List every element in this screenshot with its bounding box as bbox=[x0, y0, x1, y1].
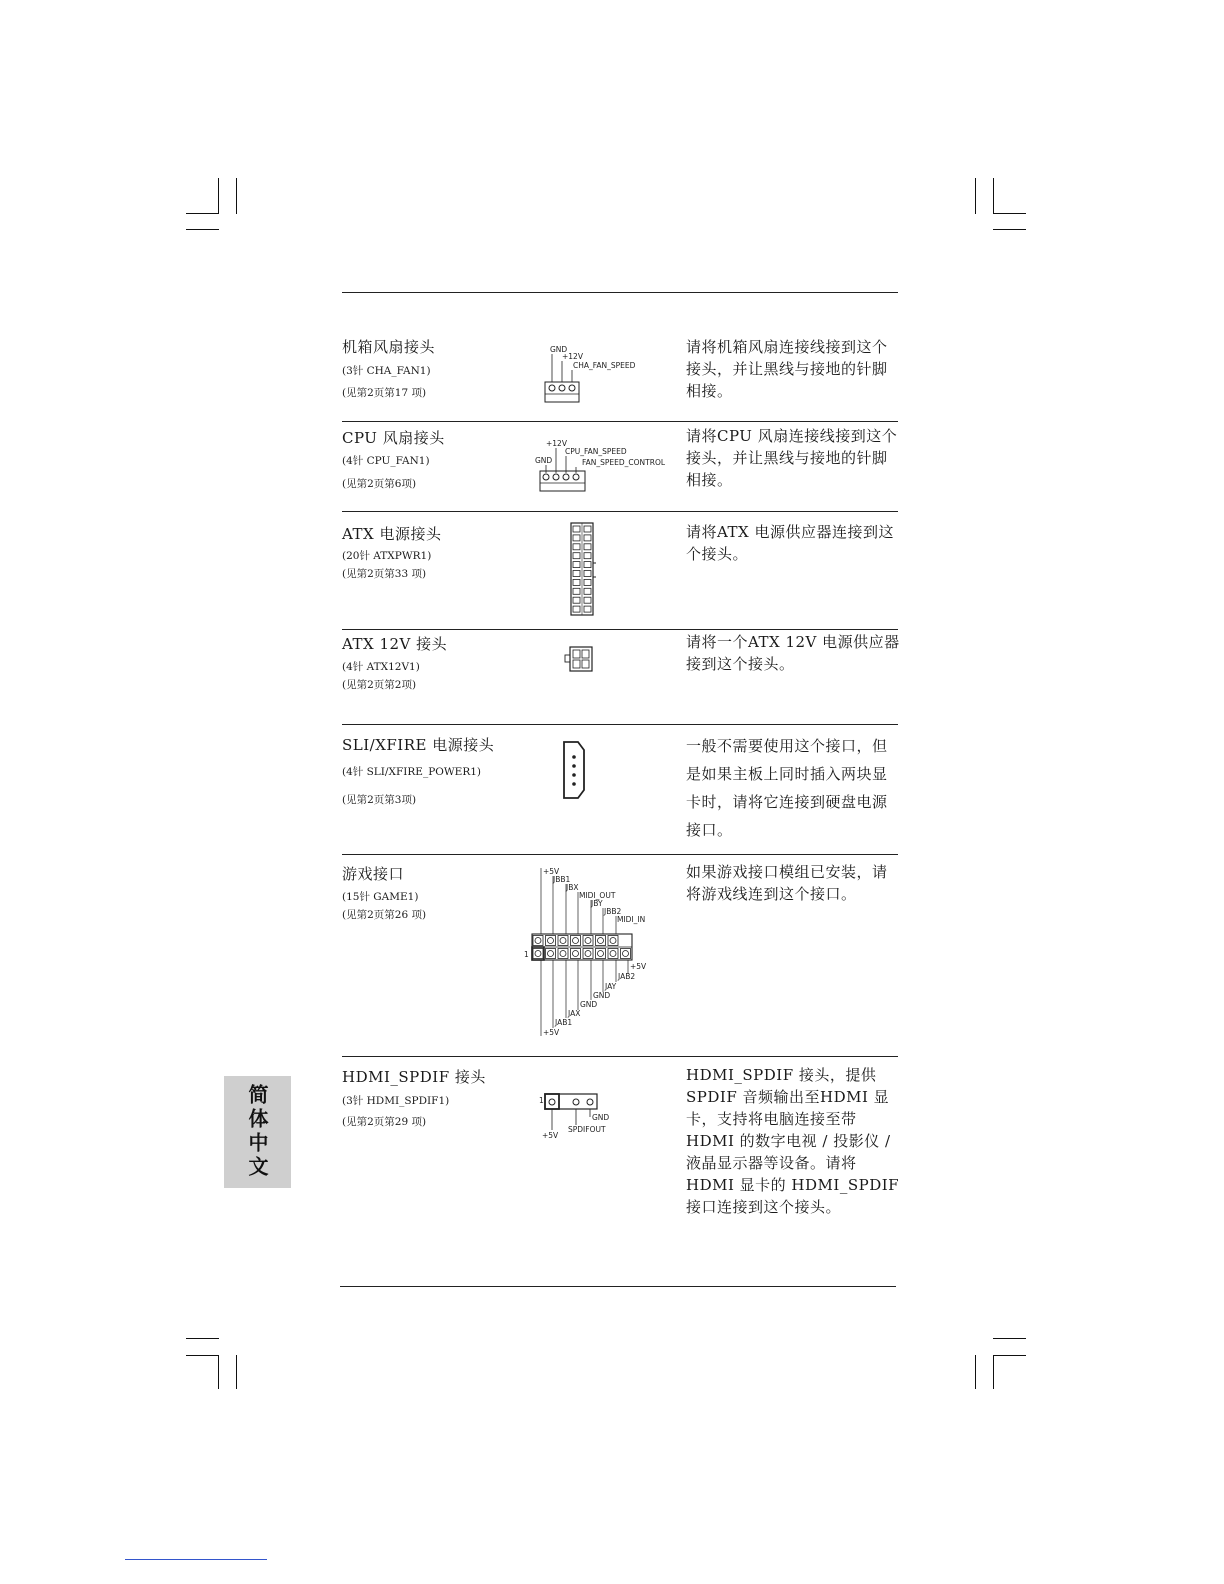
diagram-label: +5V bbox=[630, 962, 647, 971]
row-page-ref: (见第2页第26 项) bbox=[342, 909, 427, 921]
atx-pin bbox=[573, 562, 580, 568]
game-pin bbox=[546, 936, 556, 946]
diagram-label: 1 bbox=[539, 1096, 544, 1105]
diagram-label: +12V bbox=[546, 439, 567, 448]
game-pin bbox=[533, 936, 543, 946]
row-divider bbox=[342, 1056, 898, 1057]
row-description: 如果游戏接口模组已安装，请将游戏线连到这个接口。 bbox=[686, 863, 888, 903]
game-pin-hole bbox=[598, 938, 604, 944]
row-description: HDMI_SPDIF 接头，提供SPDIF 音频输出至HDMI 显卡，支持将电脑连接至带 HDMI 的数字电视 / 投影仪 / 液晶显示器等设备。请将HDMI 显卡的 HDMI_SPDIF 接口连接到这个接头。 bbox=[686, 1066, 900, 1216]
diagram-label: +12V bbox=[562, 352, 583, 361]
row-page-ref: (见第2页第29 项) bbox=[342, 1116, 427, 1128]
crop-mark bbox=[993, 1338, 1026, 1339]
crop-mark bbox=[236, 178, 237, 214]
game-pin bbox=[596, 936, 606, 946]
diagram-label: JAY bbox=[605, 982, 617, 991]
diagram-label: JAB2 bbox=[618, 972, 636, 981]
diagram-label: JBB2 bbox=[604, 907, 622, 916]
row-title: ATX 电源接头 bbox=[342, 525, 442, 543]
game-pin-hole bbox=[610, 951, 616, 957]
atx-pin bbox=[573, 579, 580, 585]
crop-mark bbox=[993, 1355, 994, 1389]
diagram-label: GND bbox=[535, 456, 553, 465]
row-title: CPU 风扇接头 bbox=[342, 429, 445, 447]
atx-power-diagram bbox=[568, 521, 602, 617]
row-pin-info: (4针 ATX12V1) bbox=[342, 661, 420, 673]
crop-mark bbox=[975, 178, 976, 214]
atx-pin bbox=[584, 526, 591, 532]
diagram-label: JBY bbox=[591, 899, 603, 908]
atx-pin bbox=[573, 535, 580, 541]
crop-mark bbox=[186, 213, 219, 214]
connector-row-cha-fan bbox=[342, 330, 898, 420]
atx-pin bbox=[584, 562, 591, 568]
game-pin bbox=[608, 949, 618, 959]
game-pin bbox=[571, 949, 581, 959]
row-description: 请将机箱风扇连接线接到这个接头，并让黑线与接地的针脚相接。 bbox=[686, 338, 888, 400]
row-pin-info: (3针 HDMI_SPDIF1) bbox=[342, 1095, 450, 1107]
diagram-label: JBX bbox=[566, 883, 579, 892]
game-pin bbox=[583, 936, 593, 946]
game-pin-hole bbox=[573, 938, 579, 944]
connector-row-hdmi-spdif bbox=[342, 1056, 898, 1226]
connector-row-atx-power bbox=[342, 511, 898, 629]
atx-pin bbox=[573, 526, 580, 532]
row-description: 请将CPU 风扇连接线接到这个接头，并让黑线与接地的针脚相接。 bbox=[686, 427, 898, 489]
language-label: 简体中文 bbox=[245, 1084, 269, 1180]
atx-pin bbox=[584, 597, 591, 603]
row-pin-info: (4针 CPU_FAN1) bbox=[342, 455, 430, 467]
row-pin-info: (20针 ATXPWR1) bbox=[342, 550, 432, 562]
sli-xfire-diagram bbox=[560, 740, 590, 802]
header-rule bbox=[342, 292, 898, 293]
row-divider bbox=[342, 421, 898, 422]
game-pin-hole bbox=[585, 951, 591, 957]
diagram-label: GND bbox=[550, 345, 568, 354]
crop-mark bbox=[993, 1355, 1026, 1356]
game-pin-hole bbox=[535, 951, 541, 957]
row-page-ref: (见第2页第33 项) bbox=[342, 568, 427, 580]
diagram-label: GND bbox=[593, 991, 611, 1000]
crop-mark bbox=[236, 1355, 237, 1389]
crop-mark bbox=[218, 178, 219, 214]
game-pin-hole bbox=[535, 938, 541, 944]
cha-fan-diagram bbox=[542, 342, 652, 404]
diagram-label: CHA_FAN_SPEED bbox=[573, 361, 636, 370]
row-description: 一般不需要使用这个接口，但是如果主板上同时插入两块显卡时，请将它连接到硬盘电源接口。 bbox=[686, 737, 888, 839]
atx-pin bbox=[584, 571, 591, 577]
row-title: HDMI_SPDIF 接头 bbox=[342, 1068, 486, 1086]
row-page-ref: (见第2页第2项) bbox=[342, 679, 417, 691]
row-title: 游戏接口 bbox=[342, 865, 405, 883]
diagram-label: SPDIFOUT bbox=[568, 1125, 606, 1134]
connector-row-game-port bbox=[342, 854, 898, 1056]
row-page-ref: (见第2页第3项) bbox=[342, 794, 417, 806]
atx-pin bbox=[584, 588, 591, 594]
game-pin bbox=[571, 936, 581, 946]
row-page-ref: (见第2页第17 项) bbox=[342, 387, 427, 399]
game-pin-hole bbox=[573, 951, 579, 957]
atx12v-diagram bbox=[562, 641, 596, 675]
diagram-label: GND bbox=[580, 1000, 598, 1009]
game-pin bbox=[621, 949, 631, 959]
diagram-label: MIDI_OUT bbox=[579, 891, 616, 900]
connector-row-cpu-fan bbox=[342, 421, 898, 511]
diagram-label: JAX bbox=[568, 1009, 581, 1018]
game-port-diagram bbox=[522, 866, 662, 1041]
atx-pin bbox=[584, 553, 591, 559]
row-title: SLI/XFIRE 电源接头 bbox=[342, 736, 495, 754]
connector-row-atx12v bbox=[342, 629, 898, 724]
game-pin-hole bbox=[585, 938, 591, 944]
diagram-label: JBB1 bbox=[553, 875, 571, 884]
row-description: 请将一个ATX 12V 电源供应器接到这个接头。 bbox=[686, 633, 900, 673]
footer-rule bbox=[340, 1286, 896, 1287]
crop-mark bbox=[993, 229, 1026, 230]
crop-mark bbox=[993, 213, 1026, 214]
atx-pin bbox=[573, 553, 580, 559]
game-pin bbox=[546, 949, 556, 959]
row-pin-info: (4针 SLI/XFIRE_POWER1) bbox=[342, 766, 482, 778]
game-pin-hole bbox=[598, 951, 604, 957]
game-pin bbox=[608, 936, 618, 946]
diagram-label: FAN_SPEED_CONTROL bbox=[582, 458, 666, 467]
row-divider bbox=[342, 511, 898, 512]
pin1-label: 1 bbox=[524, 950, 529, 959]
game-pin bbox=[583, 949, 593, 959]
row-pin-info: (15针 GAME1) bbox=[342, 891, 419, 903]
row-page-ref: (见第2页第6项) bbox=[342, 478, 417, 490]
game-pin-hole bbox=[560, 951, 566, 957]
crop-mark bbox=[975, 1355, 976, 1389]
atx-pin bbox=[573, 571, 580, 577]
row-divider bbox=[342, 854, 898, 855]
atx-pin bbox=[573, 588, 580, 594]
crop-mark bbox=[218, 1355, 219, 1389]
game-pin bbox=[533, 949, 543, 959]
atx-pin bbox=[584, 579, 591, 585]
crop-mark bbox=[993, 178, 994, 214]
diagram-label: +5V bbox=[543, 1028, 560, 1037]
game-pin-hole bbox=[623, 951, 629, 957]
row-divider bbox=[342, 629, 898, 630]
atx-pin bbox=[573, 597, 580, 603]
connector-row-sli-xfire bbox=[342, 724, 898, 854]
diagram-label: JAB1 bbox=[555, 1018, 573, 1027]
game-pin bbox=[558, 949, 568, 959]
game-pin-hole bbox=[548, 951, 554, 957]
language-side-tab bbox=[224, 1076, 291, 1188]
row-divider bbox=[342, 724, 898, 725]
row-description: 请将ATX 电源供应器连接到这个接头。 bbox=[686, 523, 894, 563]
game-pin bbox=[596, 949, 606, 959]
diagram-label: CPU_FAN_SPEED bbox=[565, 447, 627, 456]
atx-pin bbox=[584, 544, 591, 550]
hdmi-spdif-diagram bbox=[538, 1092, 618, 1144]
row-title: 机箱风扇接头 bbox=[342, 338, 436, 356]
atx-pin bbox=[584, 535, 591, 541]
diagram-label: +5V bbox=[543, 867, 560, 876]
row-pin-info: (3针 CHA_FAN1) bbox=[342, 365, 431, 377]
atx-pin bbox=[573, 544, 580, 550]
row-title: ATX 12V 接头 bbox=[342, 635, 448, 653]
bottom-link-line bbox=[125, 1559, 267, 1560]
game-pin bbox=[558, 936, 568, 946]
cpu-fan-diagram bbox=[532, 437, 672, 495]
game-pin-hole bbox=[560, 938, 566, 944]
game-pin-hole bbox=[610, 938, 616, 944]
crop-mark bbox=[186, 229, 219, 230]
diagram-label: MIDI_IN bbox=[617, 915, 646, 924]
crop-mark bbox=[186, 1355, 219, 1356]
diagram-label: GND bbox=[592, 1113, 610, 1122]
atx-pin bbox=[584, 606, 591, 612]
atx-pin bbox=[573, 606, 580, 612]
game-pin-hole bbox=[548, 938, 554, 944]
crop-mark bbox=[186, 1338, 219, 1339]
diagram-label: +5V bbox=[542, 1131, 559, 1140]
